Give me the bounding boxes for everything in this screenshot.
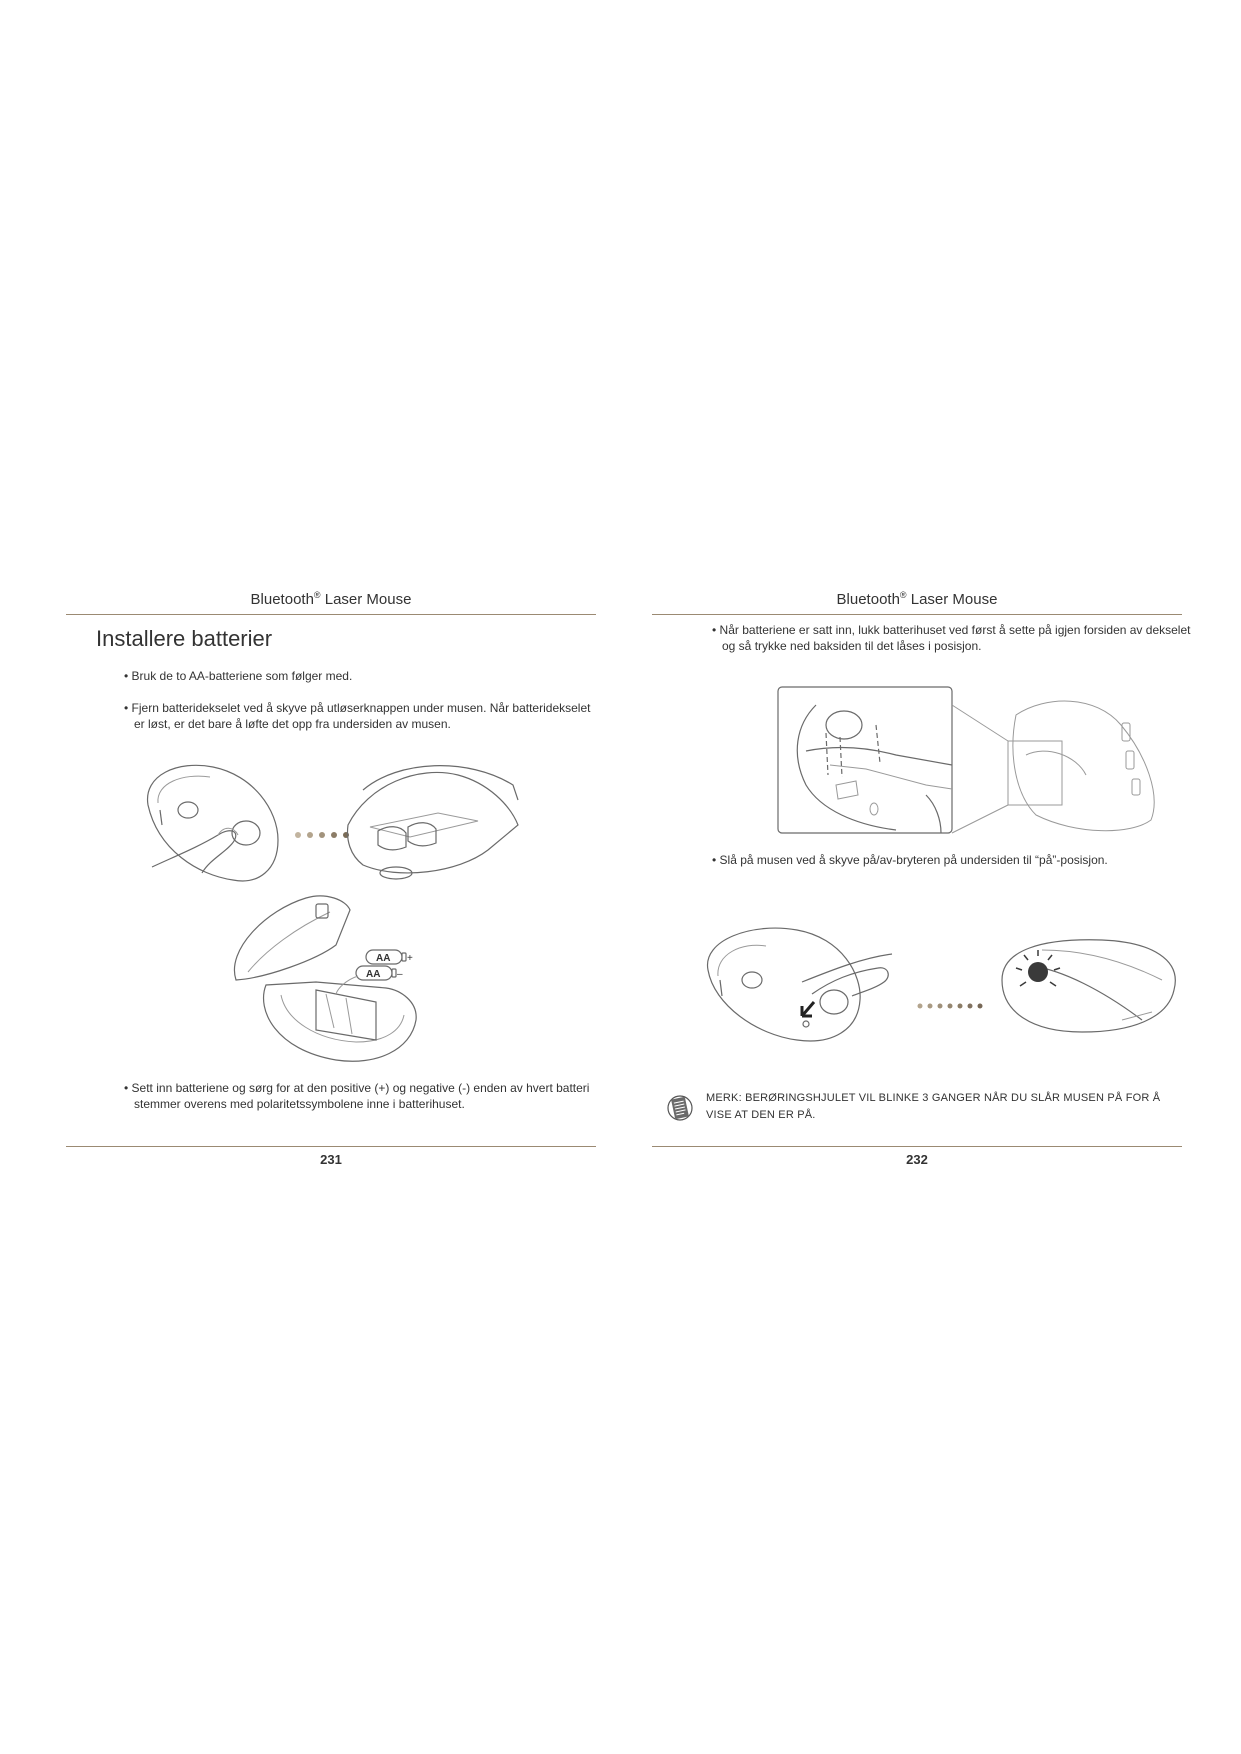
bullet-close-cover: • Når batteriene er satt inn, lukk batterihuset ved først å sette på igjen forsiden av dekselet og så trykke ned baksiden til det låses i posisjon. <box>710 622 1194 654</box>
header-rule <box>66 614 596 615</box>
page-number: 232 <box>906 1152 928 1167</box>
header-rule <box>652 614 1182 615</box>
bullet-remove-cover: • Fjern batteridekselet ved å skyve på utløserknappen under musen. Når batteridekselet er løst, er det bare å løfte det opp fra undersiden av musen. <box>122 700 604 732</box>
slide-arrow-icon <box>802 1002 814 1016</box>
insert-batteries-illustration <box>226 890 506 1070</box>
bullet-polarity: • Sett inn batteriene og sørg for at den positive (+) og negative (-) enden av hvert batteri stemmer overens med polaritetssymbolene inne i batterihuset. <box>122 1080 604 1112</box>
bullet-power-on: • Slå på musen ved å skyve på/av-bryteren på undersiden til “på”-posisjon. <box>710 852 1194 868</box>
running-header: Bluetooth® Laser Mouse <box>250 590 412 608</box>
bullet-batteries-included: • Bruk de to AA-batteriene som følger med. <box>122 668 594 684</box>
battery-label-top: AA <box>376 953 391 964</box>
battery-icons <box>356 950 413 980</box>
section-title: Installere batterier <box>96 626 273 651</box>
left-page <box>66 590 596 1170</box>
footer-rule <box>652 1146 1182 1147</box>
battery-sign-positive: + <box>407 953 413 964</box>
right-page <box>652 590 1191 1170</box>
battery-label-bottom: AA <box>366 969 381 980</box>
registered-mark: ® <box>899 590 907 600</box>
note-text: MERK: BERØRINGSHJULET VIL BLINKE 3 GANGER NÅR DU SLÅR MUSEN PÅ FOR Å VISE AT DEN ER PÅ. <box>706 1092 1161 1121</box>
running-header: Bluetooth® Laser Mouse <box>836 590 998 608</box>
note-icon <box>666 1092 694 1126</box>
footer-rule <box>66 1146 596 1147</box>
close-cover-illustration <box>776 685 1176 835</box>
power-on-illustration <box>702 920 1182 1050</box>
touch-wheel-lit-icon <box>1028 962 1048 982</box>
battery-sign-negative: – <box>397 969 403 980</box>
page-number: 231 <box>320 1152 342 1167</box>
registered-mark: ® <box>313 590 321 600</box>
remove-cover-illustration <box>138 755 588 905</box>
